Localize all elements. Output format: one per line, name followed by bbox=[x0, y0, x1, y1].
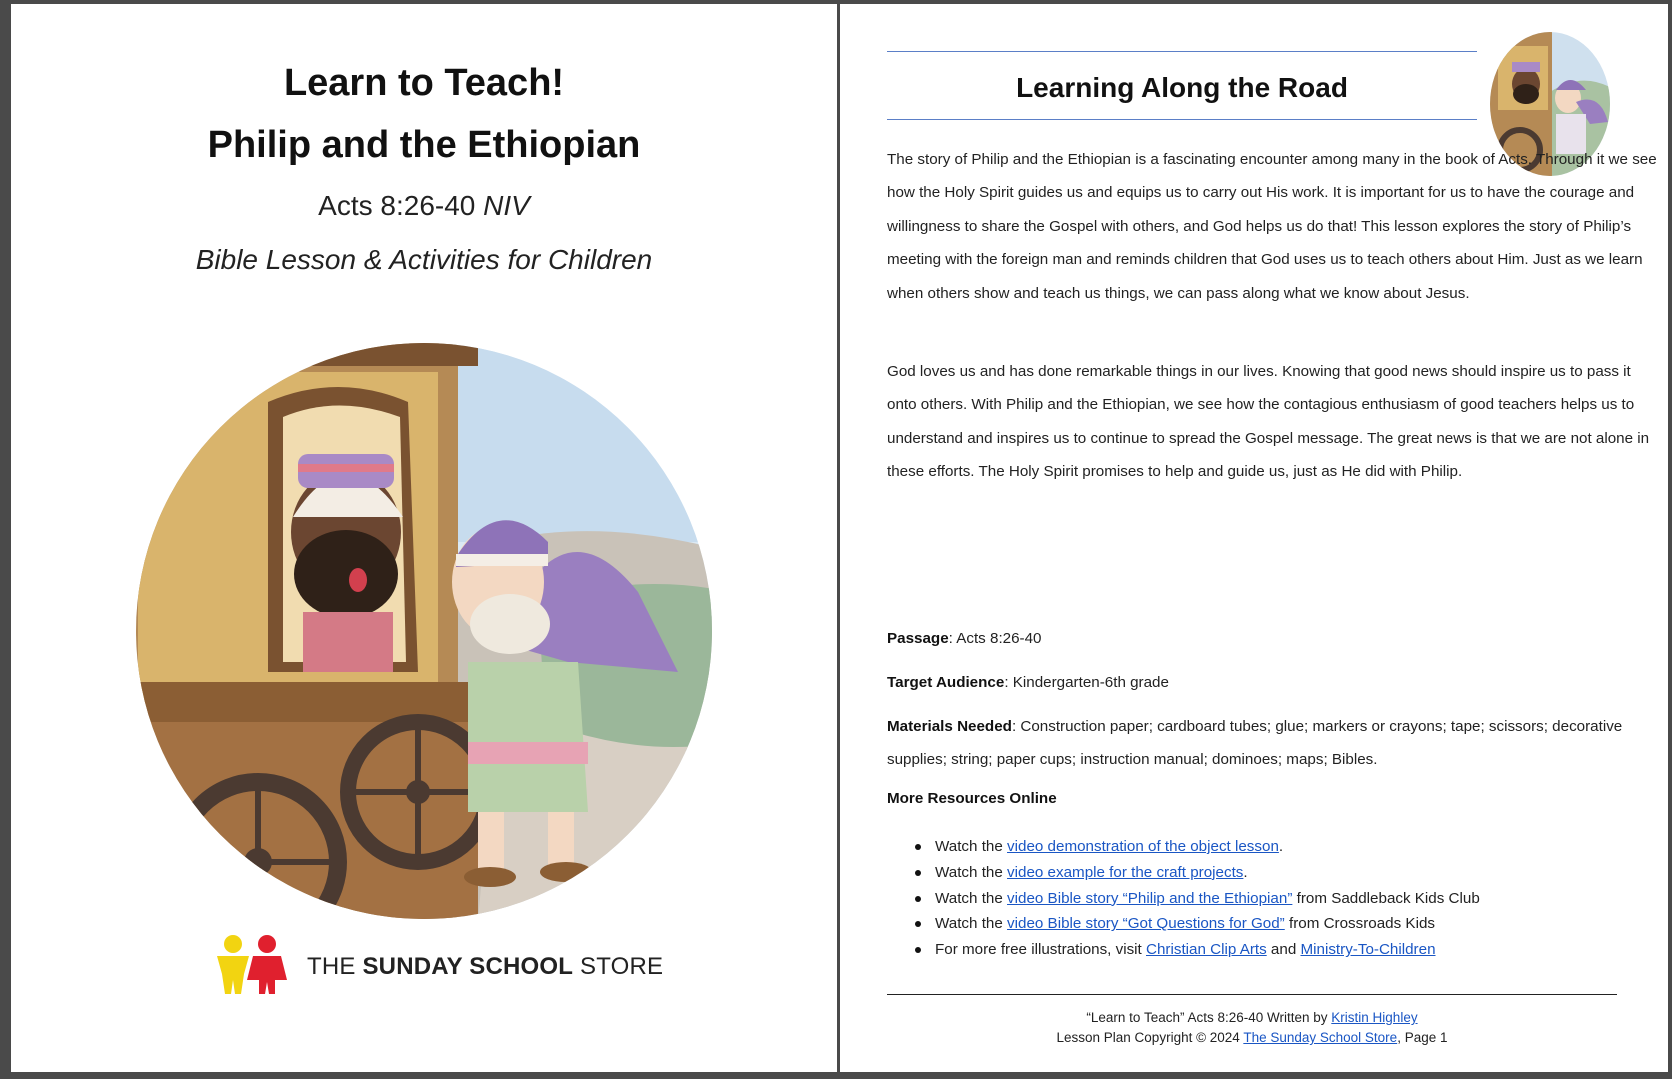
footer-rule bbox=[887, 994, 1617, 995]
lesson-paragraph-2: God loves us and has done remarkable things in our lives. Knowing that good news should inspire us to pass it onto others. With Philip and the Ethiopian, we see how the contagious enthusiasm of good teachers helps us to understand and inspires us to continue to spread the Gospel message. The great news is that we are not alone in these efforts. The Holy Spirit promises to help and guide us, just as He did with Philip. bbox=[887, 363, 1650, 481]
lesson-page bbox=[840, 4, 1668, 1072]
resource-item: Watch the video Bible story “Got Questions for God” from Crossroads Kids bbox=[887, 911, 1480, 937]
saddleback-video-link[interactable]: video Bible story “Philip and the Ethiopian” bbox=[1007, 889, 1293, 907]
object-lesson-video-link[interactable]: video demonstration of the object lesson bbox=[1007, 838, 1279, 855]
cover-passage-reference bbox=[11, 190, 837, 222]
author-link[interactable]: Kristin Highley bbox=[1331, 1010, 1418, 1025]
resources-heading: More Resources Online bbox=[887, 790, 1057, 807]
resource-item: Watch the video example for the craft projects. bbox=[887, 860, 1480, 886]
sunday-school-store-logo bbox=[211, 934, 671, 998]
cover-title-line-2: Philip and the Ethiopian bbox=[207, 124, 641, 166]
cover-title-line-1: Learn to Teach! bbox=[283, 62, 565, 104]
footer-author-line: “Learn to Teach” Acts 8:26-40 Written by Kristin Highley bbox=[1086, 1010, 1418, 1025]
store-name: THE SUNDAY SCHOOL STORE bbox=[307, 953, 664, 980]
bible-version: NIV bbox=[483, 190, 530, 221]
footer-copyright-line: Lesson Plan Copyright © 2024 The Sunday School Store, Page 1 bbox=[1056, 1030, 1448, 1045]
title-rule-top bbox=[887, 51, 1477, 52]
crossroads-video-link[interactable]: video Bible story “Got Questions for God” bbox=[1007, 915, 1285, 933]
detail-passage: Passage: Acts 8:26-40 bbox=[887, 630, 1042, 647]
resource-item: Watch the video Bible story “Philip and the Ethiopian” from Saddleback Kids Club bbox=[887, 886, 1480, 912]
cover-page bbox=[11, 4, 837, 1072]
store-link[interactable]: The Sunday School Store bbox=[1243, 1030, 1398, 1045]
philip-and-ethiopian-chariot-illustration bbox=[118, 342, 730, 920]
detail-target-audience: Target Audience: Kindergarten-6th grade bbox=[887, 674, 1169, 691]
craft-video-link[interactable]: video example for the craft projects bbox=[1007, 863, 1244, 881]
kids-logo-icon bbox=[211, 934, 301, 998]
resources-list bbox=[887, 834, 1480, 963]
ministry-to-children-link[interactable]: Ministry-To-Children bbox=[1300, 941, 1436, 959]
lesson-paragraph-1: The story of Philip and the Ethiopian is a fascinating encounter among many in the book of Acts. Through it we see how the Holy Spirit guides us and equips us to carry out His work. It is important for us to have the courage and willingness to share the Gospel with others, and God helps us do that! This lesson explores the story of Philip’s meeting with the foreign man and reminds children that God uses us to teach others about Him. Just as we learn when others show and teach us things, we can pass along what we know about Jesus. bbox=[887, 151, 1657, 302]
lesson-title: Learning Along the Road bbox=[1016, 72, 1348, 103]
resource-item: For more free illustrations, visit Christian Clip Arts and Ministry-To-Children bbox=[887, 937, 1480, 963]
cover-subtitle: Bible Lesson & Activities for Children bbox=[195, 244, 653, 275]
detail-materials-needed: Materials Needed: Construction paper; cardboard tubes; glue; markers or crayons; tape; scissors; decorative supplies; string; paper cups; instruction manual; dominoes; maps; Bibles. bbox=[887, 718, 1623, 768]
passage-ref: Acts 8:26-40 bbox=[318, 190, 476, 221]
title-rule-bottom bbox=[887, 119, 1477, 120]
christian-clip-arts-link[interactable]: Christian Clip Arts bbox=[1146, 941, 1267, 959]
resource-item: Watch the video demonstration of the object lesson. bbox=[887, 834, 1480, 860]
